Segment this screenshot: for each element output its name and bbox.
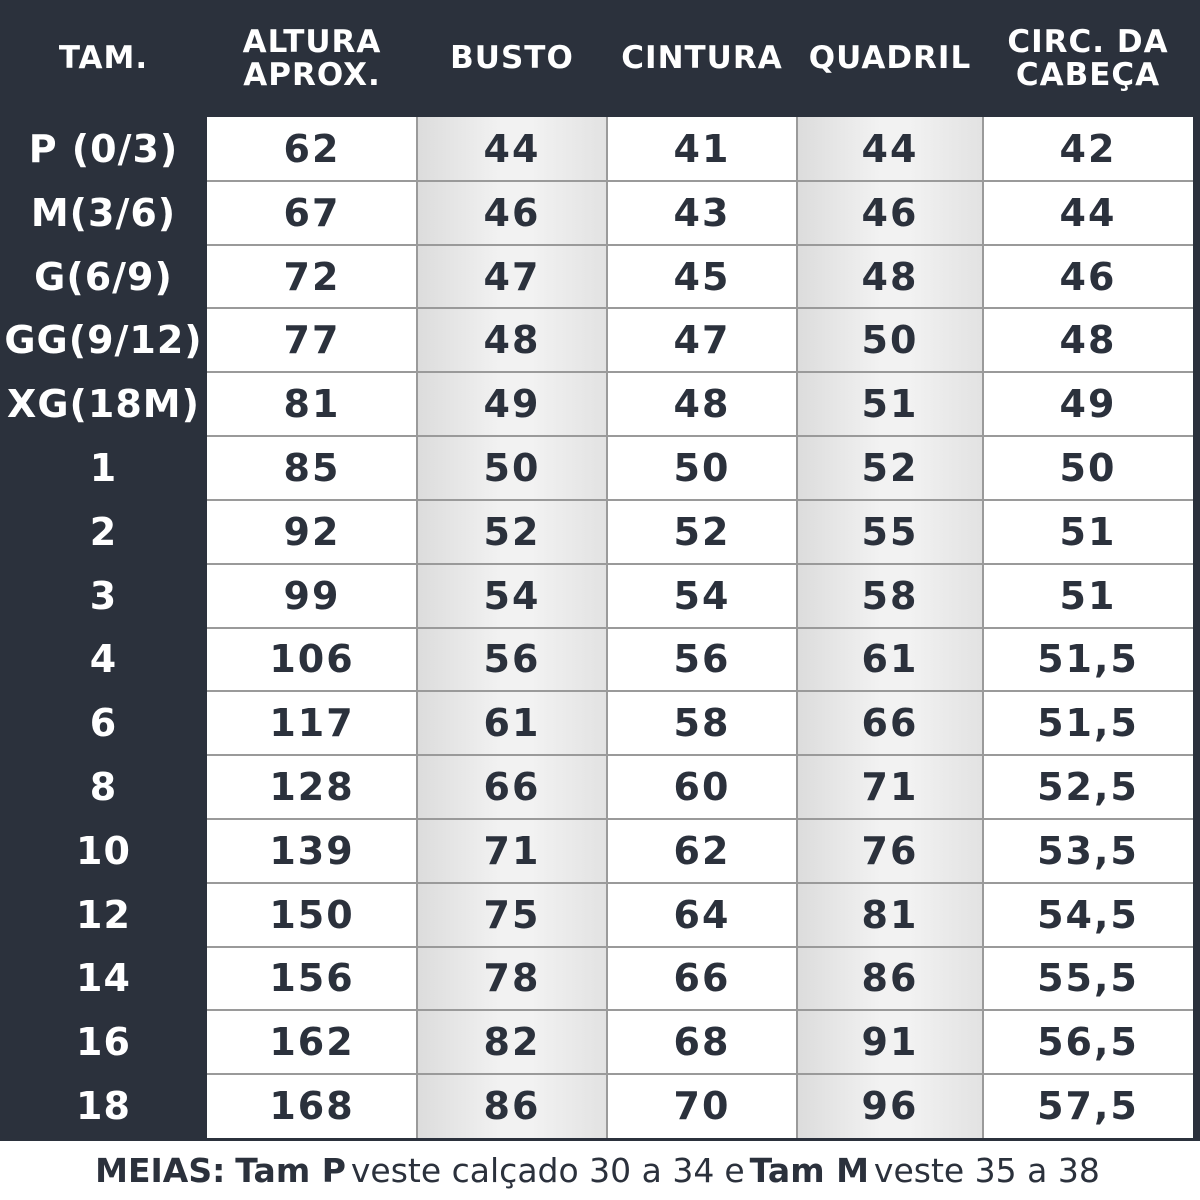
table-row xyxy=(0,436,1200,500)
hip-value: 58 xyxy=(861,573,919,618)
table-row xyxy=(0,372,1200,436)
socks-note xyxy=(0,1138,1200,1200)
height-value: 67 xyxy=(283,190,341,235)
table-body xyxy=(0,117,1200,1138)
size-label: 12 xyxy=(76,892,131,937)
header-head: CIRC. DA CABEÇA xyxy=(1007,23,1169,93)
bust-value: 61 xyxy=(483,701,541,746)
head-value: 51 xyxy=(1059,509,1117,554)
waist-value: 48 xyxy=(673,382,731,427)
waist-value: 54 xyxy=(673,573,731,618)
hip-value: 55 xyxy=(861,509,919,554)
head-value: 56,5 xyxy=(1037,1020,1139,1065)
hip-value: 52 xyxy=(861,445,919,490)
size-label: 1 xyxy=(89,445,118,490)
socks-note-m-text: veste 35 a 38 xyxy=(873,1151,1100,1190)
socks-note-m-label: Tam M xyxy=(749,1151,869,1190)
head-value: 51 xyxy=(1059,573,1117,618)
waist-value: 52 xyxy=(673,509,731,554)
head-value: 44 xyxy=(1059,190,1117,235)
table-row xyxy=(0,181,1200,245)
size-label: 14 xyxy=(76,956,131,1001)
bust-value: 49 xyxy=(483,382,541,427)
bust-value: 71 xyxy=(483,828,541,873)
waist-value: 60 xyxy=(673,765,731,810)
table-row xyxy=(0,691,1200,755)
socks-note-p-label: Tam P xyxy=(235,1151,346,1190)
waist-value: 66 xyxy=(673,956,731,1001)
height-value: 77 xyxy=(283,318,341,363)
height-value: 156 xyxy=(269,956,355,1001)
height-value: 81 xyxy=(283,382,341,427)
head-value: 51,5 xyxy=(1037,701,1139,746)
table-row xyxy=(0,245,1200,309)
size-label: 4 xyxy=(89,637,118,682)
head-value: 49 xyxy=(1059,382,1117,427)
bust-value: 78 xyxy=(483,956,541,1001)
waist-value: 43 xyxy=(673,190,731,235)
socks-note-joiner: e xyxy=(724,1151,745,1190)
height-value: 106 xyxy=(269,637,355,682)
hip-value: 76 xyxy=(861,828,919,873)
header-bust: BUSTO xyxy=(450,40,574,76)
head-value: 52,5 xyxy=(1037,765,1139,810)
hip-value: 51 xyxy=(861,382,919,427)
height-value: 128 xyxy=(269,765,355,810)
table-row xyxy=(0,500,1200,564)
socks-note-lead: MEIAS: xyxy=(95,1151,226,1190)
hip-value: 44 xyxy=(861,126,919,171)
head-value: 55,5 xyxy=(1037,956,1139,1001)
table-row xyxy=(0,819,1200,883)
head-value: 51,5 xyxy=(1037,637,1139,682)
hip-value: 46 xyxy=(861,190,919,235)
table-row xyxy=(0,1010,1200,1074)
header-size: TAM. xyxy=(58,40,149,76)
size-label: 16 xyxy=(76,1020,131,1065)
hip-value: 48 xyxy=(861,254,919,299)
size-label: 10 xyxy=(76,828,131,873)
waist-value: 70 xyxy=(673,1084,731,1129)
table-row xyxy=(0,947,1200,1011)
table-row xyxy=(0,308,1200,372)
hip-value: 81 xyxy=(861,892,919,937)
head-value: 46 xyxy=(1059,254,1117,299)
size-label: G(6/9) xyxy=(34,254,173,299)
table-row xyxy=(0,1074,1200,1138)
waist-value: 62 xyxy=(673,828,731,873)
waist-value: 58 xyxy=(673,701,731,746)
size-label: GG(9/12) xyxy=(4,318,203,363)
height-value: 62 xyxy=(283,126,341,171)
head-value: 50 xyxy=(1059,445,1117,490)
table-row xyxy=(0,883,1200,947)
head-value: 57,5 xyxy=(1037,1084,1139,1129)
bust-value: 50 xyxy=(483,445,541,490)
hip-value: 96 xyxy=(861,1084,919,1129)
table-row xyxy=(0,628,1200,692)
bust-value: 52 xyxy=(483,509,541,554)
bust-value: 47 xyxy=(483,254,541,299)
size-label: 6 xyxy=(89,701,118,746)
head-value: 42 xyxy=(1059,126,1117,171)
height-value: 139 xyxy=(269,828,355,873)
head-value: 48 xyxy=(1059,318,1117,363)
hip-value: 91 xyxy=(861,1020,919,1065)
waist-value: 47 xyxy=(673,318,731,363)
table-row xyxy=(0,117,1200,181)
height-value: 150 xyxy=(269,892,355,937)
size-label: XG(18M) xyxy=(7,382,200,427)
hip-value: 86 xyxy=(861,956,919,1001)
waist-value: 41 xyxy=(673,126,731,171)
bust-value: 86 xyxy=(483,1084,541,1129)
bust-value: 46 xyxy=(483,190,541,235)
size-label: P (0/3) xyxy=(28,126,179,171)
height-value: 168 xyxy=(269,1084,355,1129)
waist-value: 45 xyxy=(673,254,731,299)
header-row xyxy=(0,0,1200,117)
bust-value: 75 xyxy=(483,892,541,937)
hip-value: 71 xyxy=(861,765,919,810)
size-label: 18 xyxy=(76,1084,131,1129)
height-value: 117 xyxy=(269,701,355,746)
waist-value: 68 xyxy=(673,1020,731,1065)
height-value: 85 xyxy=(283,445,341,490)
head-value: 54,5 xyxy=(1037,892,1139,937)
socks-note-p-text: veste calçado 30 a 34 xyxy=(350,1151,715,1190)
height-value: 72 xyxy=(283,254,341,299)
waist-value: 64 xyxy=(673,892,731,937)
bust-value: 48 xyxy=(483,318,541,363)
bust-value: 82 xyxy=(483,1020,541,1065)
bust-value: 66 xyxy=(483,765,541,810)
head-value: 53,5 xyxy=(1037,828,1139,873)
size-label: 8 xyxy=(89,765,118,810)
header-hip: QUADRIL xyxy=(808,40,972,76)
bust-value: 54 xyxy=(483,573,541,618)
waist-value: 56 xyxy=(673,637,731,682)
header-height: ALTURA APROX. xyxy=(242,23,382,93)
size-label: 3 xyxy=(89,573,118,618)
waist-value: 50 xyxy=(673,445,731,490)
header-waist: CINTURA xyxy=(621,40,783,76)
bust-value: 56 xyxy=(483,637,541,682)
table-row xyxy=(0,755,1200,819)
size-label: 2 xyxy=(89,509,118,554)
bust-value: 44 xyxy=(483,126,541,171)
size-label: M(3/6) xyxy=(30,190,177,235)
height-value: 92 xyxy=(283,509,341,554)
table-row xyxy=(0,564,1200,628)
height-value: 162 xyxy=(269,1020,355,1065)
hip-value: 66 xyxy=(861,701,919,746)
hip-value: 50 xyxy=(861,318,919,363)
height-value: 99 xyxy=(283,573,341,618)
hip-value: 61 xyxy=(861,637,919,682)
